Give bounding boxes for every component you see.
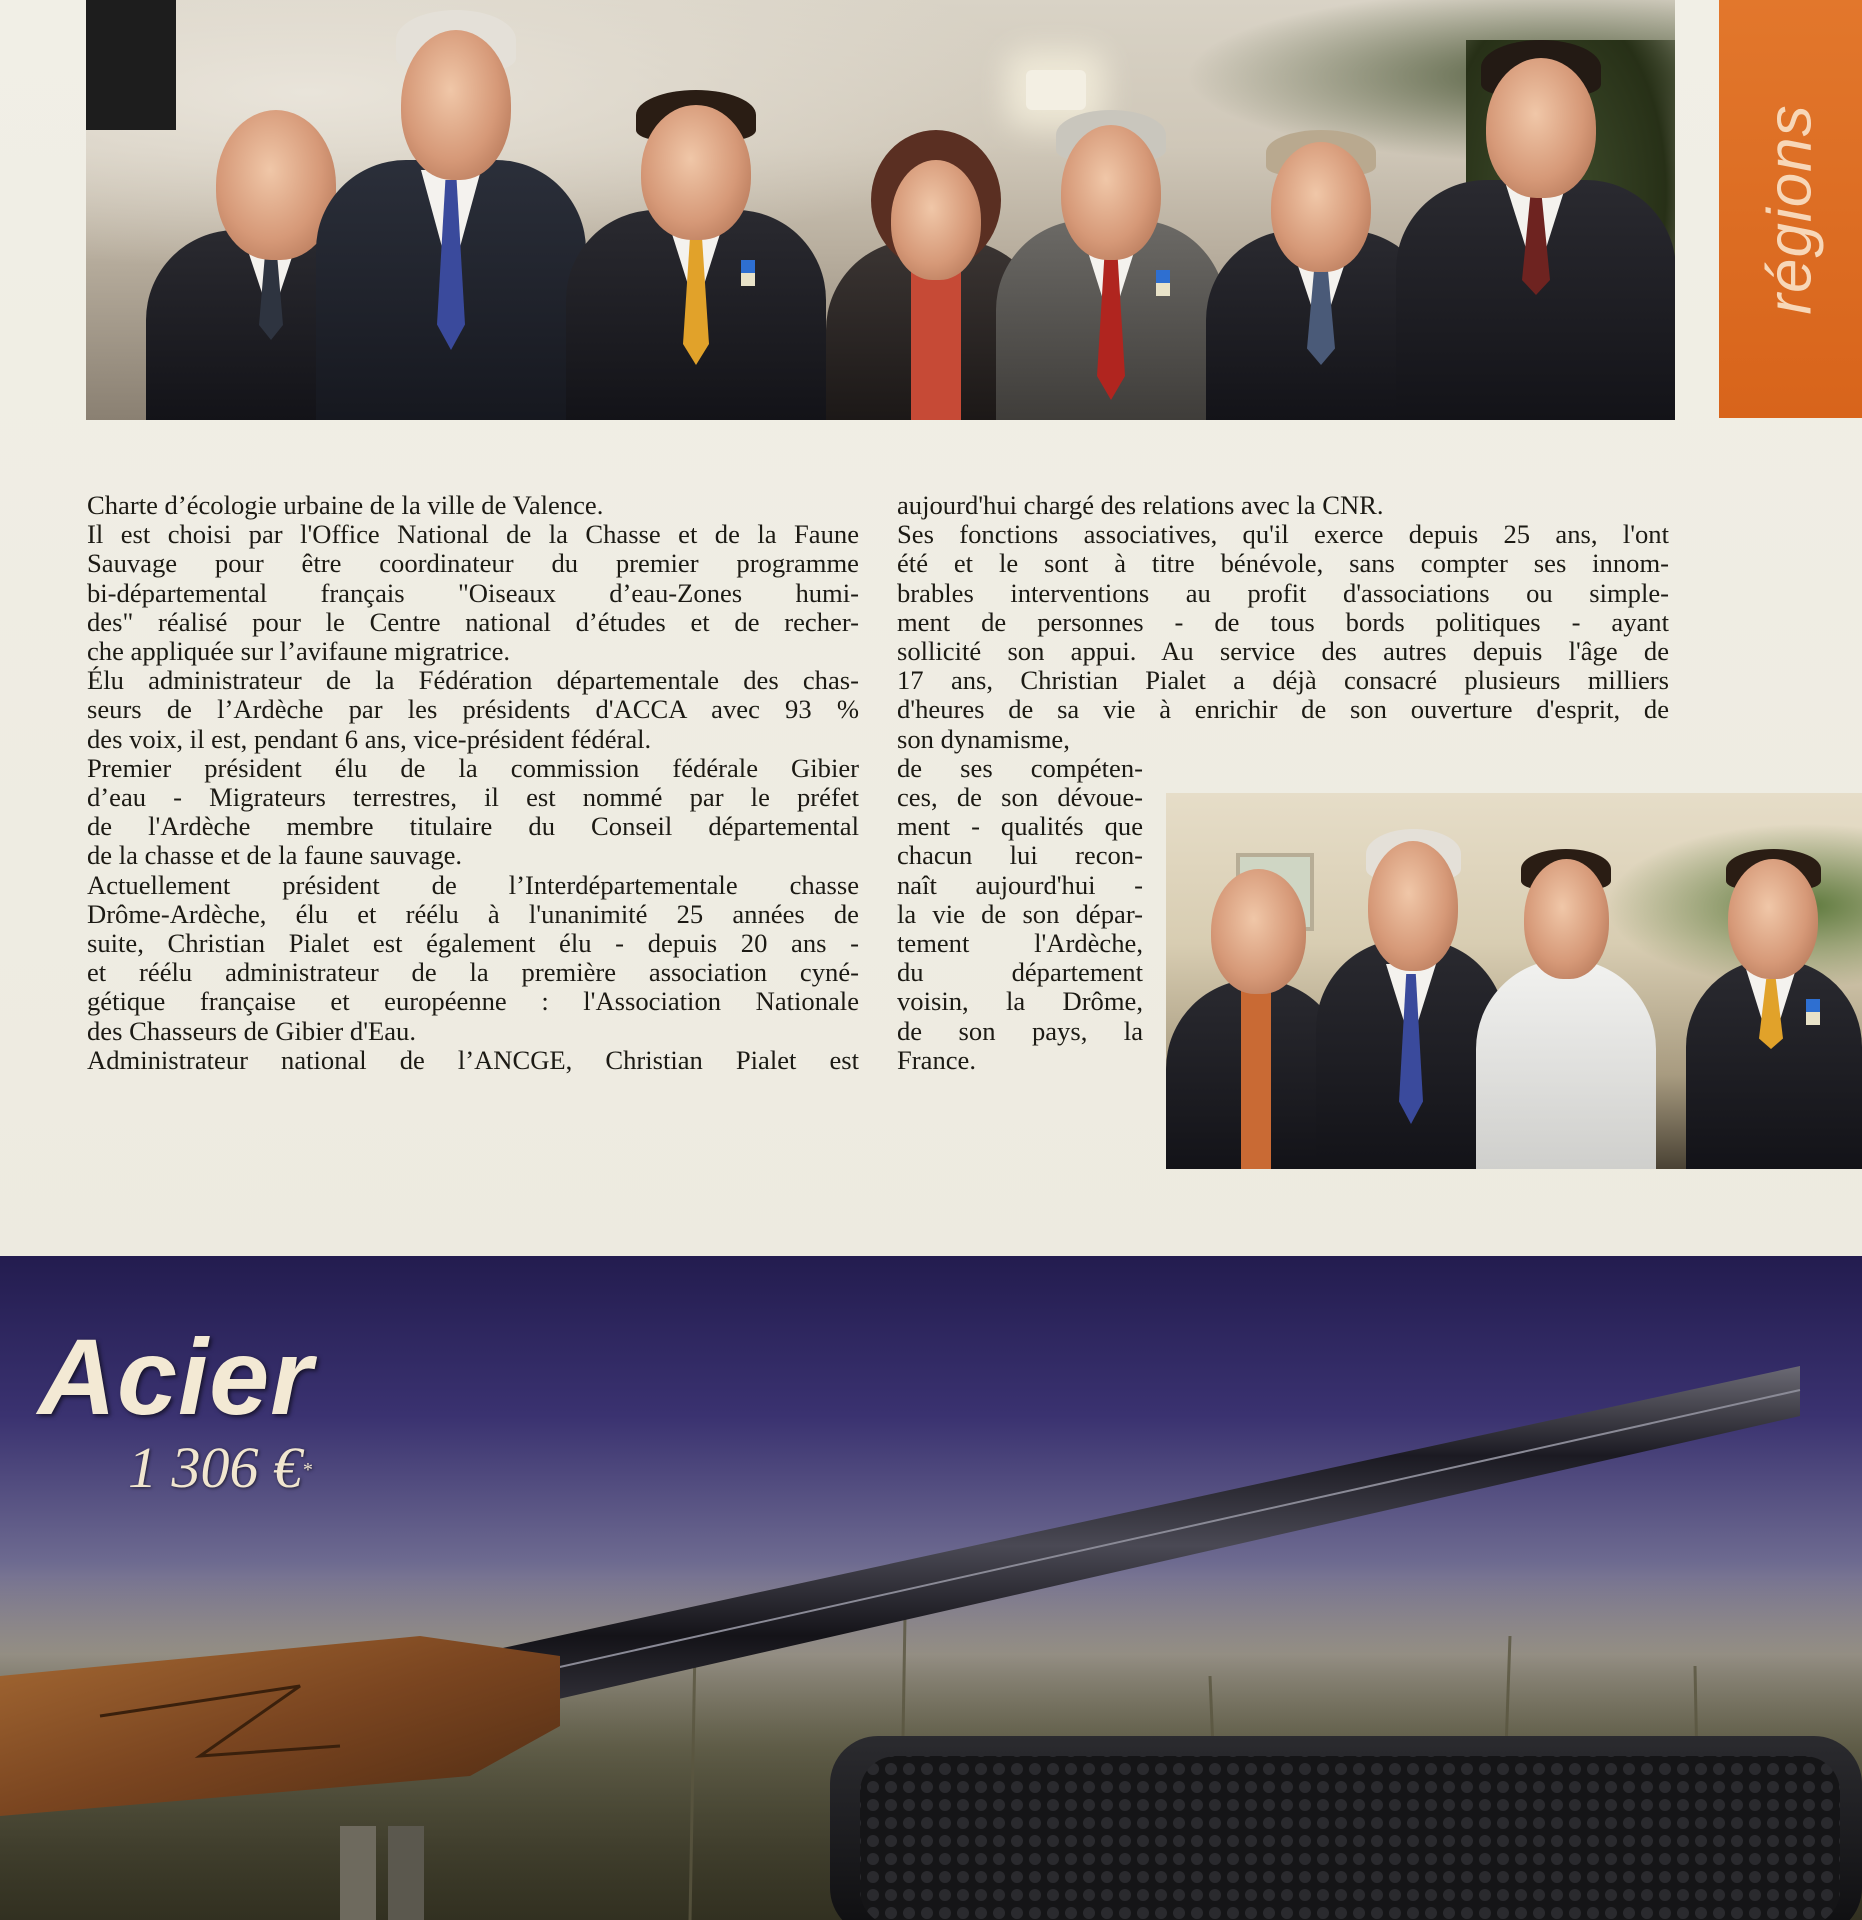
person — [996, 110, 1226, 420]
text-line: Ses fonctions associatives, qu'il exerce depuis 25 ans, l'ont — [897, 519, 1669, 550]
gun-barrel — [420, 1366, 1800, 1726]
gun-fore-end — [0, 1636, 560, 1816]
text-line: naît aujourd'hui - — [897, 869, 1143, 900]
text-line: brables interventions au profit d'associations ou simple- — [897, 577, 1669, 608]
text-line: 17 ans, Christian Pialet a déjà consacré plusieurs milliers — [897, 665, 1669, 696]
text-line: tement l'Ardèche, — [897, 928, 1143, 959]
person — [1476, 849, 1656, 1169]
text-line: d’eau - Migrateurs terrestres, il est nommé par le préfet — [87, 782, 859, 813]
text-line: de l'Ardèche membre titulaire du Conseil départemental — [87, 811, 859, 842]
text-line: de ses compéten- — [897, 752, 1143, 783]
group-photo — [86, 0, 1675, 420]
text-line: France. — [897, 1044, 977, 1075]
text-line: Élu administrateur de la Fédération départementale des chas- — [87, 665, 859, 696]
text-line: Sauvage pour être coordinateur du premier programme — [87, 548, 859, 579]
text-line: des" réalisé pour le Centre national d’études et de recher- — [87, 606, 859, 637]
text-line: Charte d’écologie urbaine de la ville de Valence. — [87, 490, 604, 520]
person — [566, 90, 826, 420]
text-line: che appliquée sur l’avifaune migratrice. — [87, 636, 511, 667]
article-left-column — [87, 491, 859, 1075]
text-line: ces, de son dévoue- — [897, 782, 1143, 813]
text-line: chacun lui recon- — [897, 840, 1143, 871]
text-line: Administrateur national de l’ANCGE, Christian Pialet est — [87, 1044, 859, 1075]
person — [1396, 40, 1675, 420]
section-tab-label-wrap — [1719, 0, 1862, 418]
text-line: été et le sont à titre bénévole, sans compter ses innom- — [897, 548, 1669, 579]
text-line: et réélu administrateur de la première association cyné- — [87, 957, 859, 988]
text-line: des Chasseurs de Gibier d'Eau. — [87, 1015, 417, 1046]
person — [1686, 849, 1862, 1169]
text-line: sollicité son appui. Au service des autres depuis l'âge de — [897, 636, 1669, 667]
ad-price — [128, 1435, 312, 1500]
ad-price-marker: * — [302, 1459, 312, 1481]
text-line: d'heures de sa vie à enrichir de son ouverture d'esprit, de — [897, 694, 1669, 725]
text-line: Premier président élu de la commission fédérale Gibier — [87, 752, 859, 783]
text-line: de la chasse et de la faune sauvage. — [87, 840, 463, 871]
text-line: du département — [897, 957, 1143, 988]
text-line: de son pays, la — [897, 1015, 1143, 1046]
second-photo — [1166, 793, 1862, 1169]
text-line: des voix, il est, pendant 6 ans, vice-président fédéral. — [87, 723, 652, 754]
text-line: la vie de son dépar- — [897, 898, 1143, 929]
text-line: bi-départemental français "Oiseaux d’eau-Zones humi- — [87, 577, 859, 608]
ad-product-name: Acier — [38, 1316, 314, 1437]
text-line: seurs de l’Ardèche par les présidents d'ACCA avec 93 % — [87, 694, 859, 725]
text-line: Il est choisi par l'Office National de la Chasse et de la Faune — [87, 519, 859, 550]
text-line: son dynamisme, — [897, 723, 1070, 754]
text-line: Actuellement président de l’Interdépartementale chasse — [87, 869, 859, 900]
text-line: gétique française et européenne : l'Association Nationale — [87, 986, 859, 1017]
text-line: aujourd'hui chargé des relations avec la CNR. — [897, 490, 1384, 520]
person — [316, 10, 586, 420]
text-line: ment - qualités que — [897, 811, 1143, 842]
text-line: Drôme-Ardèche, élu et réélu à l'unanimité 25 années de — [87, 898, 859, 929]
text-line: voisin, la Drôme, — [897, 986, 1143, 1017]
wall-light — [1026, 70, 1086, 110]
text-line: ment de personnes - de tous bords politiques - ayant — [897, 606, 1669, 637]
section-tab-label: régions — [1756, 103, 1826, 315]
ad-price-value: 1 306 € — [128, 1435, 302, 1500]
text-line: suite, Christian Pialet est également élu - depuis 20 ans - — [87, 928, 859, 959]
